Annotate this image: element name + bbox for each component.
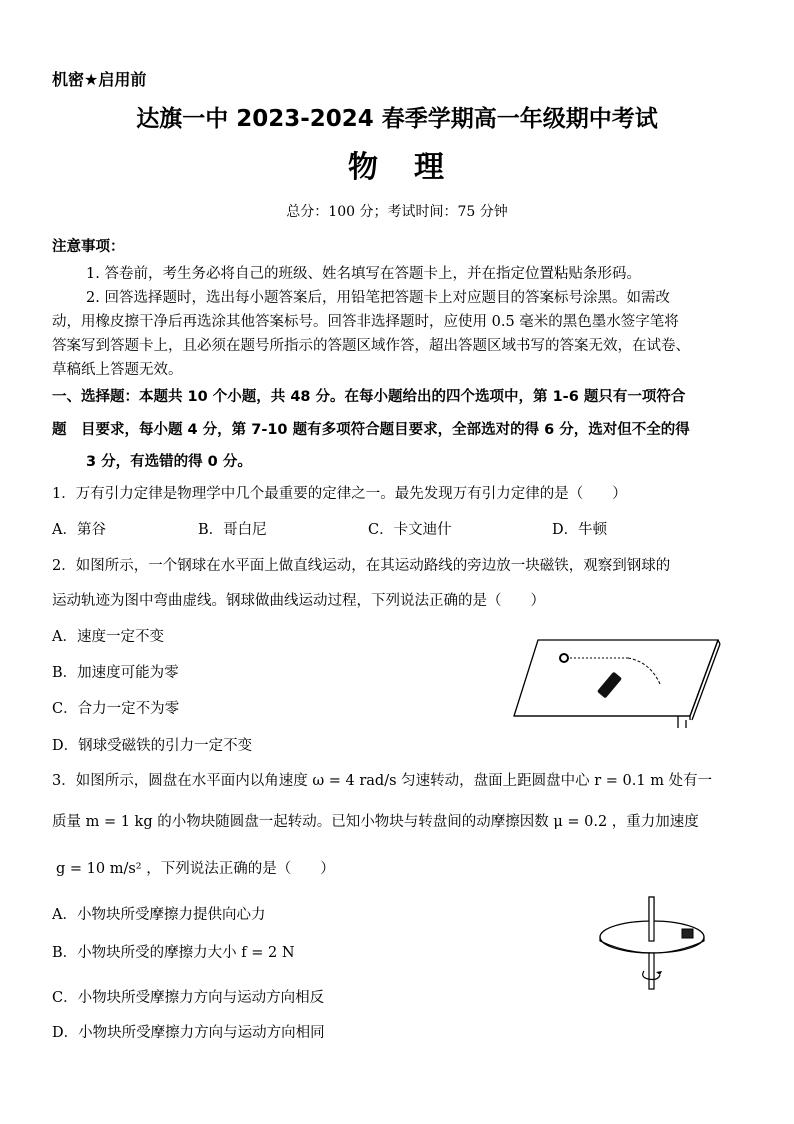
notes-item-1: 1. 答卷前，考生务必将自己的班级、姓名填写在答题卡上，并在指定位置粘贴条形码。 [86,266,641,282]
section-1-line-2: 题 目要求，每小题 4 分，第 7-10 题有多项符合题目要求，全部选对的得 6 分，选对但不全的得 [52,422,690,438]
question-3-option-b: B．小物块所受的摩擦力大小 f = 2 N [52,945,295,961]
magnet [597,672,622,699]
notes-item-2-line-3: 答案写到答题卡上，且必须在题号所指示的答题区域作答，超出答题区域书写的答案无效，在试卷、 [52,338,690,354]
rotating-disc-figure [596,893,716,997]
curved-path [628,658,660,684]
subject-title [0,142,794,186]
question-2-stem-line-1: 2．如图所示，一个钢球在水平面上做直线运动，在其运动路线的旁边放一块磁铁，观察到钢球的 [52,558,671,574]
question-2-option-b: B．加速度可能为零 [52,665,179,681]
question-2-stem-line-2: 运动轨迹为图中弯曲虚线。钢球做曲线运动过程，下列说法正确的是（ ） [52,593,545,609]
question-3-option-a: A．小物块所受摩擦力提供向心力 [52,907,266,923]
question-1-option-b: B．哥白尼 [198,522,267,538]
question-3-stem-line-2: 质量 m = 1 kg 的小物块随圆盘一起转动。已知小物块与转盘间的动摩擦因数 μ = 0.2 ，重力加速度 [52,814,699,830]
notes-heading: 注意事项： [52,239,125,255]
question-3-option-d: D．小物块所受摩擦力方向与运动方向相同 [52,1025,325,1041]
small-block [682,929,693,938]
section-1-line-3: 3 分，有选错的得 0 分。 [86,454,252,470]
question-1-option-a: A．第谷 [52,522,106,538]
steel-ball [560,654,568,662]
notes-item-2-line-4: 草稿纸上答题无效。 [52,362,183,378]
notes-item-2-line-1: 2. 回答选择题时，选出每小题答案后，用铅笔把答题卡上对应题目的答案标号涂黑。如需改 [86,290,670,306]
exam-title: 达旗一中 2023-2024 春季学期高一年级期中考试 [136,106,658,132]
exam-meta: 总分：100 分；考试时间：75 分钟 [286,204,508,220]
question-2-option-c: C．合力一定不为零 [52,701,180,717]
question-2-option-a: A．速度一定不变 [52,629,164,645]
question-1-option-c: C．卡文迪什 [368,522,452,538]
question-3-option-c: C．小物块所受摩擦力方向与运动方向相反 [52,990,325,1006]
question-1-stem: 1．万有引力定律是物理学中几个最重要的定律之一。最先发现万有引力定律的是（ ） [52,486,627,502]
confidential-mark: 机密★启用前 [52,70,147,89]
notes-item-2-line-2: 动，用橡皮擦干净后再选涂其他答案标号。回答非选择题时，应使用 0.5 毫米的黑色墨水签字笔将 [52,314,679,330]
question-1-option-d: D．牛顿 [552,522,608,538]
ball-magnet-figure [510,632,726,728]
question-3-stem-line-3: g = 10 m/s² ，下列说法正确的是（ ） [56,861,335,877]
subject-char-1: 物 [348,150,380,185]
section-1-line-1: 一、选择题：本题共 10 个小题，共 48 分。在每小题给出的四个选项中，第 1-6 题只有一项符合 [52,389,686,405]
question-3-stem-line-1: 3．如图所示，圆盘在水平面内以角速度 ω = 4 rad/s 匀速转动，盘面上距圆盘中心 r = 0.1 m 处有一 [52,773,713,789]
subject-char-2: 理 [414,150,446,185]
question-2-option-d: D．钢球受磁铁的引力一定不变 [52,738,253,754]
